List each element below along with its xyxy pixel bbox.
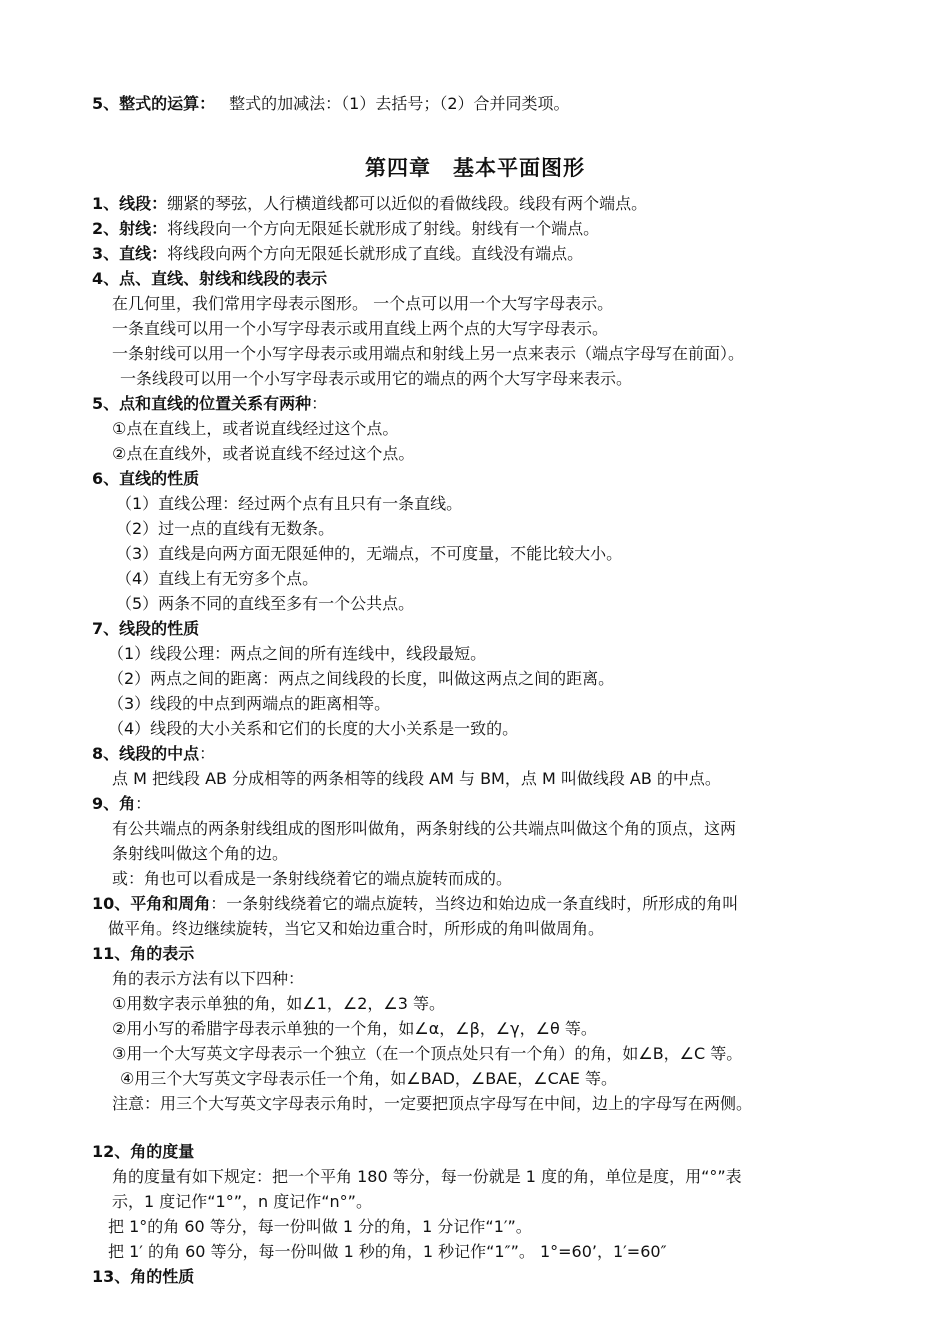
chapter-number: 第四章 [365, 156, 431, 180]
section-12-heading-line [92, 1142, 194, 1162]
section-6-line-5: （5）两条不同的直线至多有一个公共点。 [116, 594, 415, 613]
section-11-heading-line [92, 944, 194, 964]
section-11-line-6: 注意：用三个大写英文字母表示角时，一定要把顶点字母写在中间，边上的字母写在两侧。 [112, 1094, 753, 1113]
section-4-line-2: 一条直线可以用一个小写字母表示或用直线上两个点的大写字母表示。 [112, 319, 609, 338]
intro-text: 整式的加减法：（1）去括号；（2）合并同类项。 [229, 94, 570, 113]
section-4-heading: 点、直线、射线和线段的表示 [119, 269, 328, 288]
section-7-line-1: （1）线段公理：两点之间的所有连线中，线段最短。 [108, 644, 487, 663]
section-12-line-4: 把 1′ 的角 60 等分，每一份叫做 1 秒的角，1 秒记作“1″”。 1°=60’，1′=60″ [108, 1242, 667, 1261]
section-11-line-5: ④用三个大写英文字母表示任一个角，如∠BAD，∠BAE，∠CAE 等。 [120, 1069, 617, 1088]
section-1-number: 1、 [92, 194, 120, 213]
section-6-line-2: （2）过一点的直线有无数条。 [116, 519, 335, 538]
intro-line [92, 94, 570, 114]
section-6-line-4: （4）直线上有无穷多个点。 [116, 569, 319, 588]
section-13-number: 13、 [92, 1267, 131, 1286]
chapter-title [0, 155, 950, 181]
section-5-colon: ： [311, 394, 328, 413]
section-12-number: 12、 [92, 1142, 131, 1161]
section-12-line-1: 角的度量有如下规定：把一个平角 180 等分，每一份就是 1 度的角，单位是度，用“°”表 [112, 1167, 742, 1186]
section-10-text: ：一条射线绕着它的端点旋转，当终边和始边成一条直线时，所形成的角叫 [210, 894, 739, 913]
section-6-line-1: （1）直线公理：经过两个点有且只有一条直线。 [116, 494, 463, 513]
section-4-line-3: 一条射线可以用一个小写字母表示或用端点和射线上另一点来表示（端点字母写在前面）。 [112, 344, 745, 363]
section-5-number: 5、 [92, 394, 120, 413]
section-13-heading-line [92, 1267, 194, 1287]
section-13-heading: 角的性质 [130, 1267, 195, 1286]
section-3 [92, 244, 583, 264]
section-4-heading-line [92, 269, 327, 289]
section-3-text: 将线段向两个方向无限延长就形成了直线。直线没有端点。 [167, 244, 584, 263]
section-11-line-4: ③用一个大写英文字母表示一个独立（在一个顶点处只有一个角）的角，如∠B，∠C 等。 [112, 1044, 743, 1063]
section-10-line-2: 做平角。终边继续旋转，当它又和始边重合时，所形成的角叫做周角。 [108, 919, 605, 938]
section-8-heading: 线段的中点 [119, 744, 200, 763]
section-11-line-1: 角的表示方法有以下四种： [112, 969, 305, 988]
section-9-heading-line [92, 794, 151, 814]
section-10-line-1 [92, 894, 738, 914]
intro-number: 5、 [92, 94, 120, 113]
section-8-number: 8、 [92, 744, 120, 763]
section-11-line-3: ②用小写的希腊字母表示单独的一个角，如∠α，∠β，∠γ，∠θ 等。 [112, 1019, 597, 1038]
section-9-line-3: 或：角也可以看成是一条射线绕着它的端点旋转而成的。 [112, 869, 513, 888]
section-7-line-3: （3）线段的中点到两端点的距离相等。 [108, 694, 391, 713]
section-9-colon: ： [135, 794, 152, 813]
section-4-number: 4、 [92, 269, 120, 288]
section-3-number: 3、 [92, 244, 120, 263]
section-5-heading: 点和直线的位置关系有两种 [119, 394, 312, 413]
section-5-line-1: ①点在直线上，或者说直线经过这个点。 [112, 419, 399, 438]
section-5-line-2: ②点在直线外，或者说直线不经过这个点。 [112, 444, 415, 463]
section-12-heading: 角的度量 [130, 1142, 195, 1161]
section-11-line-2: ①用数字表示单独的角，如∠1，∠2，∠3 等。 [112, 994, 446, 1013]
section-9-number: 9、 [92, 794, 120, 813]
section-5-heading-line [92, 394, 327, 414]
chapter-name: 基本平面图形 [453, 156, 585, 180]
section-10-heading: 平角和周角 [130, 894, 211, 913]
section-1-text: 绷紧的琴弦，人行横道线都可以近似的看做线段。线段有两个端点。 [167, 194, 648, 213]
section-7-heading: 线段的性质 [119, 619, 200, 638]
section-2-heading: 射线： [119, 219, 168, 238]
section-8-line-1: 点 M 把线段 AB 分成相等的两条相等的线段 AM 与 BM，点 M 叫做线段 AB 的中点。 [112, 769, 721, 788]
section-4-line-1: 在几何里，我们常用字母表示图形。 一个点可以用一个大写字母表示。 [112, 294, 614, 313]
section-8-colon: ： [199, 744, 216, 763]
section-3-heading: 直线： [119, 244, 168, 263]
section-1-heading: 线段： [119, 194, 168, 213]
section-11-heading: 角的表示 [130, 944, 195, 963]
section-1 [92, 194, 647, 214]
section-6-line-3: （3）直线是向两方面无限延伸的，无端点，不可度量，不能比较大小。 [116, 544, 623, 563]
section-7-line-2: （2）两点之间的距离：两点之间线段的长度，叫做这两点之间的距离。 [108, 669, 615, 688]
section-12-line-2: 示，1 度记作“1°”，n 度记作“n°”。 [112, 1192, 372, 1211]
section-2-text: 将线段向一个方向无限延长就形成了射线。射线有一个端点。 [167, 219, 600, 238]
section-12-line-3: 把 1°的角 60 等分，每一份叫做 1 分的角，1 分记作“1′”。 [108, 1217, 532, 1236]
section-10-number: 10、 [92, 894, 131, 913]
section-7-heading-line [92, 619, 199, 639]
section-7-number: 7、 [92, 619, 120, 638]
section-6-number: 6、 [92, 469, 120, 488]
section-6-heading-line [92, 469, 199, 489]
section-2 [92, 219, 599, 239]
section-7-line-4: （4）线段的大小关系和它们的长度的大小关系是一致的。 [108, 719, 519, 738]
section-6-heading: 直线的性质 [119, 469, 200, 488]
section-2-number: 2、 [92, 219, 120, 238]
section-9-line-1: 有公共端点的两条射线组成的图形叫做角，两条射线的公共端点叫做这个角的顶点，这两 [112, 819, 737, 838]
section-11-number: 11、 [92, 944, 131, 963]
section-4-line-4: 一条线段可以用一个小写字母表示或用它的端点的两个大写字母来表示。 [120, 369, 633, 388]
intro-heading: 整式的运算： [119, 94, 216, 113]
section-8-heading-line [92, 744, 215, 764]
section-9-line-2: 条射线叫做这个角的边。 [112, 844, 289, 863]
section-9-heading: 角 [119, 794, 136, 813]
